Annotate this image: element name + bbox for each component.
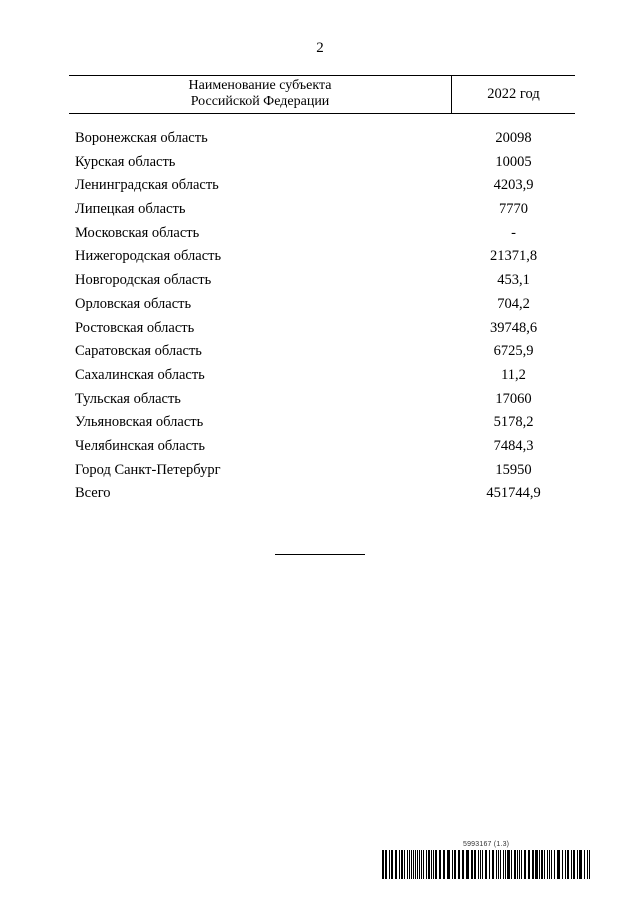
barcode-bar — [557, 850, 560, 879]
total-label: Всего — [75, 485, 111, 502]
region-name: Курская область — [75, 153, 176, 170]
barcode-bar — [535, 850, 538, 879]
region-value: 21371,8 — [489, 248, 538, 265]
table-row — [75, 411, 575, 435]
barcode-bar — [544, 850, 545, 879]
table-header — [69, 75, 575, 114]
barcode-bar — [395, 850, 397, 879]
header-subject-name — [69, 76, 452, 113]
barcode-bar — [503, 850, 504, 879]
total-value: 451744,9 — [486, 485, 541, 502]
table-row — [75, 388, 575, 412]
region-name: Ростовская область — [75, 319, 195, 336]
region-value: 39748,6 — [489, 319, 538, 336]
region-value: 11,2 — [501, 366, 526, 383]
barcode-bar — [478, 850, 479, 879]
region-value: 7484,3 — [493, 437, 534, 454]
barcode-bar — [589, 850, 590, 879]
barcode-bar — [413, 850, 414, 879]
barcode-bar — [404, 850, 405, 879]
barcode-bar — [577, 850, 578, 879]
table-row — [75, 340, 575, 364]
barcode-bar — [443, 850, 445, 879]
header-subject-name-line2: Российской Федерации — [190, 94, 330, 109]
barcode-bar — [554, 850, 555, 879]
table-row — [75, 459, 575, 483]
region-value: 6725,9 — [493, 343, 534, 360]
barcode-bar — [454, 850, 456, 879]
barcode-bar — [514, 850, 516, 879]
barcode-bar — [417, 850, 418, 879]
region-name: Воронежская область — [75, 130, 208, 146]
barcode-bar — [447, 850, 450, 879]
table-row — [75, 222, 575, 246]
region-value: 5178,2 — [493, 414, 534, 431]
region-name: Сахалинская область — [75, 366, 205, 383]
region-name: Челябинская область — [75, 437, 205, 454]
barcode-bar — [507, 850, 510, 879]
barcode-bar — [401, 850, 403, 879]
barcode-bar — [419, 850, 420, 879]
barcode-bar — [587, 850, 588, 879]
region-value: 20098 — [495, 130, 532, 146]
page-number: 2 — [316, 40, 324, 56]
region-name: Ульяновская область — [75, 414, 204, 431]
table-row — [75, 245, 575, 269]
table-row — [75, 293, 575, 317]
barcode-bar — [389, 850, 390, 879]
header-subject-name-line1: Наименование субъекта — [188, 78, 332, 93]
table-row — [75, 127, 575, 151]
barcode-bar — [571, 850, 572, 879]
region-name: Московская область — [75, 224, 200, 241]
barcode-bar — [452, 850, 453, 879]
barcode-bar — [511, 850, 512, 879]
barcode-bar — [565, 850, 566, 879]
barcode-bar — [528, 850, 530, 879]
barcode-bar — [433, 850, 434, 879]
barcode-bar — [458, 850, 460, 879]
barcode-bar — [391, 850, 393, 879]
barcode-bar — [466, 850, 469, 879]
region-value: 15950 — [495, 461, 532, 478]
region-name: Ленинградская область — [75, 177, 219, 194]
barcode-bar — [496, 850, 497, 879]
barcode-bar — [539, 850, 540, 879]
header-year: 2022 год — [487, 86, 540, 102]
table-row — [75, 435, 575, 459]
barcode-bar — [524, 850, 526, 879]
barcode-bar — [426, 850, 427, 879]
barcode-bar — [385, 850, 387, 879]
region-name: Липецкая область — [75, 201, 186, 218]
region-value: 453,1 — [497, 272, 530, 289]
barcode-bar — [480, 850, 481, 879]
barcode-bar — [532, 850, 534, 879]
barcode-bar — [498, 850, 499, 879]
region-name: Саратовская область — [75, 343, 202, 360]
barcode-bar — [505, 850, 506, 879]
barcode-bar — [411, 850, 412, 879]
region-value: 17060 — [495, 390, 532, 407]
barcode-bar — [485, 850, 487, 879]
barcode-bar — [407, 850, 408, 879]
table-body — [75, 127, 575, 506]
region-name: Нижегородская область — [75, 248, 222, 265]
barcode-image — [382, 850, 590, 879]
barcode-bar — [421, 850, 422, 879]
barcode-bar — [415, 850, 416, 879]
table-row — [75, 151, 575, 175]
barcode-bar — [428, 850, 430, 879]
barcode-bar — [541, 850, 543, 879]
barcode-bar — [573, 850, 575, 879]
barcode-bar — [423, 850, 424, 879]
table-row — [75, 364, 575, 388]
barcode-bar — [489, 850, 490, 879]
barcode-bar — [471, 850, 473, 879]
region-value: 4203,9 — [493, 177, 534, 194]
barcode-bar — [435, 850, 437, 879]
barcode-bar — [439, 850, 441, 879]
table-row-total — [75, 482, 575, 506]
barcode-bar — [462, 850, 464, 879]
barcode-code: 5993167 (1.3) — [463, 841, 510, 848]
table-row — [75, 198, 575, 222]
barcode-bar — [521, 850, 522, 879]
barcode-bar — [584, 850, 585, 879]
barcode-bar — [482, 850, 483, 879]
region-name: Орловская область — [75, 295, 192, 312]
barcode-bar — [567, 850, 569, 879]
region-name: Новгородская область — [75, 272, 212, 289]
barcode-bar — [519, 850, 520, 879]
region-value: 704,2 — [497, 295, 530, 312]
region-value: 7770 — [499, 201, 528, 218]
region-value: 10005 — [495, 153, 532, 170]
barcode-bar — [547, 850, 548, 879]
barcode-bar — [431, 850, 432, 879]
end-separator-line — [275, 554, 365, 555]
barcode-bar — [517, 850, 518, 879]
barcode-bar — [474, 850, 476, 879]
region-name: Тульская область — [75, 390, 181, 407]
barcode-bar — [549, 850, 550, 879]
table-row — [75, 317, 575, 341]
barcode-bar — [500, 850, 501, 879]
barcode-bar — [551, 850, 552, 879]
region-value: - — [511, 224, 516, 241]
table-row — [75, 174, 575, 198]
barcode-bar — [579, 850, 582, 879]
barcode-bar — [399, 850, 400, 879]
region-name: Город Санкт-Петербург — [75, 461, 221, 478]
barcode-bar — [409, 850, 410, 879]
barcode-bar — [382, 850, 384, 879]
table-row — [75, 269, 575, 293]
barcode-bar — [492, 850, 494, 879]
barcode-bar — [562, 850, 563, 879]
